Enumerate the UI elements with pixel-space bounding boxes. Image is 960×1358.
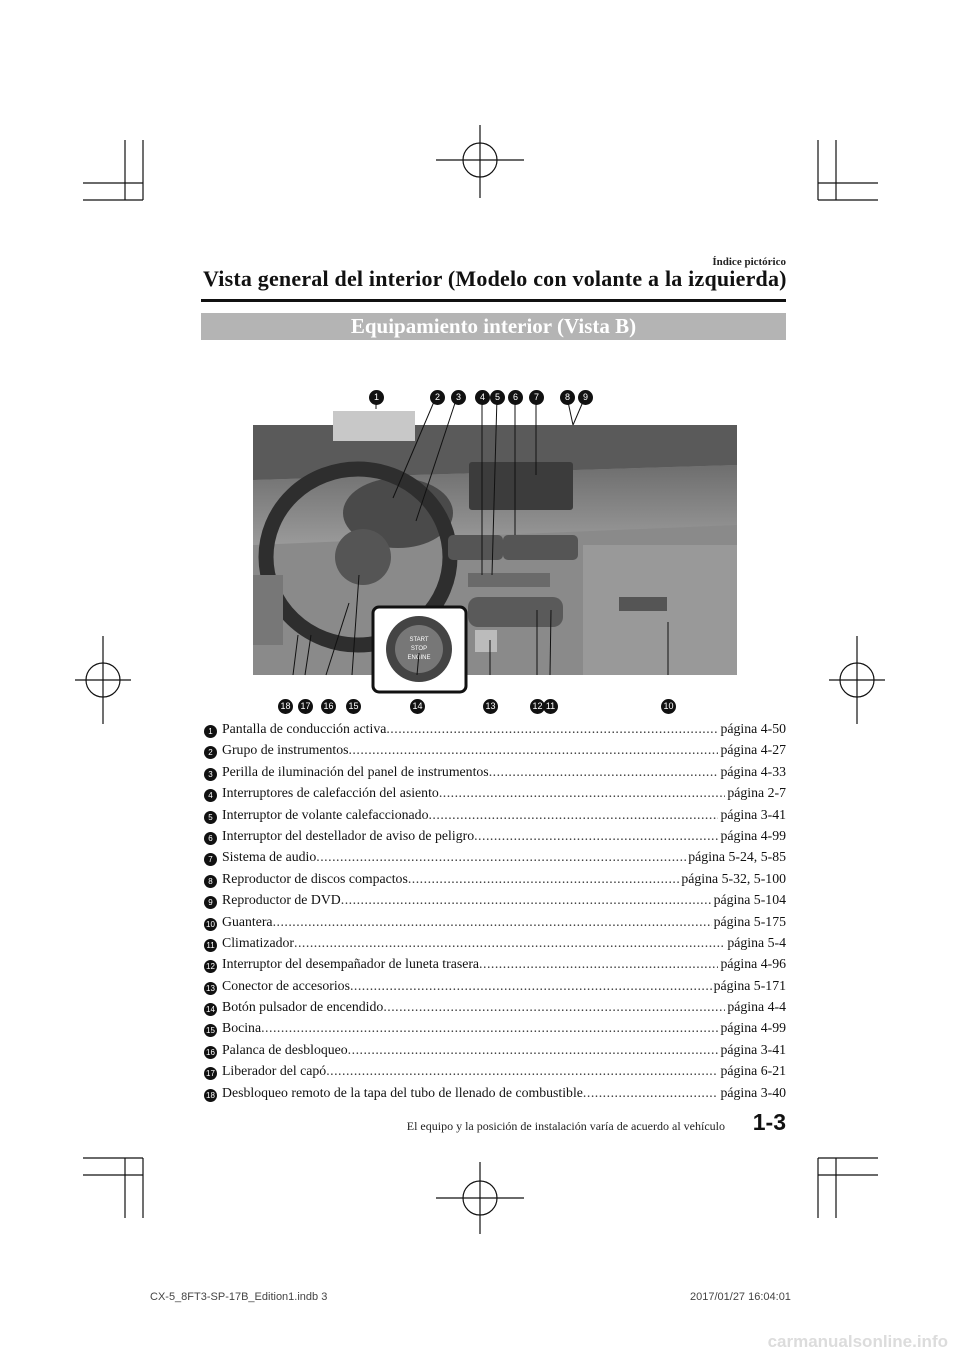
item-label: Interruptor de volante calefaccionado xyxy=(222,806,429,822)
item-number-badge: 14 xyxy=(204,1003,217,1016)
callout-17: 17 xyxy=(298,699,313,714)
dot-leader xyxy=(316,846,686,867)
item-number-badge: 5 xyxy=(204,811,217,824)
item-page-ref: página 4-27 xyxy=(720,742,786,758)
callout-1: 1 xyxy=(369,390,384,405)
dot-leader xyxy=(261,1017,718,1038)
left-vent-panel xyxy=(253,575,283,645)
list-item xyxy=(204,1082,786,1103)
section-label: Índice pictórico xyxy=(712,256,786,268)
item-page-ref: página 4-4 xyxy=(727,999,786,1015)
callout-6: 6 xyxy=(508,390,523,405)
item-page-ref: página 5-171 xyxy=(713,977,786,993)
left-vent xyxy=(448,535,503,560)
dot-leader xyxy=(383,996,725,1017)
callout-2: 2 xyxy=(430,390,445,405)
item-label: Liberador del capó xyxy=(222,1063,327,1079)
climate-controls xyxy=(468,597,563,627)
callout-18: 18 xyxy=(278,699,293,714)
item-number-badge: 7 xyxy=(204,853,217,866)
item-number-badge: 15 xyxy=(204,1024,217,1037)
item-page-ref: página 4-96 xyxy=(720,956,786,972)
callout-15: 15 xyxy=(346,699,361,714)
active-display-area xyxy=(333,411,415,441)
list-item xyxy=(204,1017,786,1038)
list-item xyxy=(204,996,786,1017)
dot-leader xyxy=(408,868,680,889)
dot-leader xyxy=(273,911,712,932)
item-list xyxy=(204,718,786,1103)
print-timestamp: 2017/01/27 16:04:01 xyxy=(690,1291,791,1303)
item-page-ref: página 4-99 xyxy=(720,1020,786,1036)
callout-9: 9 xyxy=(578,390,593,405)
dot-leader xyxy=(348,1039,719,1060)
button-text-stop: STOP xyxy=(410,646,428,652)
accessory-socket xyxy=(475,630,497,652)
list-item xyxy=(204,846,786,867)
item-label: Guantera xyxy=(222,913,273,929)
dot-leader xyxy=(479,953,718,974)
list-item xyxy=(204,889,786,910)
item-label: Interruptor del desempañador de luneta trasera xyxy=(222,956,480,972)
banner-title: Equipamiento interior (Vista B) xyxy=(350,314,637,338)
callout-16: 16 xyxy=(321,699,336,714)
callout-11: 11 xyxy=(543,699,558,714)
item-page-ref: página 6-21 xyxy=(720,1063,786,1079)
list-item xyxy=(204,761,786,782)
list-item xyxy=(204,1039,786,1060)
wheel-hub xyxy=(335,529,391,585)
dot-leader xyxy=(474,825,718,846)
right-vent xyxy=(503,535,578,560)
item-page-ref: página 5-24, 5-85 xyxy=(688,849,786,865)
item-page-ref: página 5-32, 5-100 xyxy=(681,870,786,886)
item-label: Grupo de instrumentos xyxy=(222,742,349,758)
callout-14: 14 xyxy=(410,699,425,714)
center-screen xyxy=(469,462,573,510)
print-file-slug: CX-5_8FT3-SP-17B_Edition1.indb 3 xyxy=(150,1291,328,1303)
dot-leader xyxy=(583,1082,719,1103)
item-number-badge: 18 xyxy=(204,1089,217,1102)
dot-leader xyxy=(386,718,718,739)
list-item xyxy=(204,718,786,739)
interior-illustration xyxy=(253,385,737,715)
dot-leader xyxy=(294,932,725,953)
item-label: Botón pulsador de encendido xyxy=(222,999,384,1015)
list-item xyxy=(204,1060,786,1081)
audio-controls xyxy=(468,573,550,587)
item-label: Bocina xyxy=(222,1020,262,1036)
item-number-badge: 12 xyxy=(204,960,217,973)
callout-5: 5 xyxy=(490,390,505,405)
dot-leader xyxy=(348,739,718,760)
list-item xyxy=(204,975,786,996)
item-number-badge: 17 xyxy=(204,1067,217,1080)
list-item xyxy=(204,953,786,974)
item-label: Reproductor de discos compactos xyxy=(222,870,408,886)
dot-leader xyxy=(341,889,712,910)
item-number-badge: 8 xyxy=(204,875,217,888)
title-rule xyxy=(201,299,786,302)
callout-13: 13 xyxy=(483,699,498,714)
footer-note: El equipo y la posición de instalación varía de acuerdo al vehículo xyxy=(406,1119,725,1133)
item-page-ref: página 5-4 xyxy=(727,934,786,950)
watermark: carmanualsonline.info xyxy=(767,1332,948,1351)
item-number-badge: 11 xyxy=(204,939,217,952)
item-label: Pantalla de conducción activa xyxy=(222,721,387,736)
item-number-badge: 16 xyxy=(204,1046,217,1059)
dot-leader xyxy=(489,761,719,782)
item-label: Desbloqueo remoto de la tapa del tubo de llenado de combustible xyxy=(222,1084,583,1100)
item-number-badge: 9 xyxy=(204,896,217,909)
list-item xyxy=(204,804,786,825)
callout-12: 12 xyxy=(530,699,545,714)
item-page-ref: página 4-99 xyxy=(720,827,786,843)
item-label: Climatizador xyxy=(222,934,295,950)
list-item xyxy=(204,825,786,846)
item-number-badge: 2 xyxy=(204,746,217,759)
page-number: 1-3 xyxy=(752,1109,786,1135)
dot-leader xyxy=(428,804,718,825)
callout-3: 3 xyxy=(451,390,466,405)
list-item xyxy=(204,911,786,932)
item-page-ref: página 3-41 xyxy=(720,1041,786,1057)
item-label: Palanca de desbloqueo xyxy=(222,1041,348,1057)
item-number-badge: 3 xyxy=(204,768,217,781)
item-label: Perilla de iluminación del panel de instrumentos xyxy=(222,763,489,779)
list-item xyxy=(204,932,786,953)
list-item xyxy=(204,739,786,760)
callout-4: 4 xyxy=(475,390,490,405)
item-number-badge: 10 xyxy=(204,918,217,931)
button-text-engine: ENGINE xyxy=(407,655,431,661)
item-page-ref: página 4-50 xyxy=(720,721,786,736)
item-label: Reproductor de DVD xyxy=(222,892,341,908)
item-label: Sistema de audio xyxy=(222,849,317,865)
dot-leader xyxy=(326,1060,718,1081)
callout-10: 10 xyxy=(661,699,676,714)
page-title: Vista general del interior (Modelo con volante a la izquierda) xyxy=(203,266,787,291)
item-label: Interruptores de calefacción del asiento xyxy=(222,785,439,801)
glove-box-handle xyxy=(619,597,667,611)
item-label: Conector de accesorios xyxy=(222,977,350,993)
item-number-badge: 4 xyxy=(204,789,217,802)
item-label: Interruptor del destellador de aviso de peligro xyxy=(222,827,475,843)
list-item xyxy=(204,868,786,889)
item-page-ref: página 3-41 xyxy=(720,806,786,822)
item-number-badge: 1 xyxy=(204,725,217,738)
item-page-ref: página 5-175 xyxy=(713,913,786,929)
item-page-ref: página 5-104 xyxy=(713,892,786,908)
dot-leader xyxy=(350,975,712,996)
item-page-ref: página 3-40 xyxy=(720,1084,786,1100)
callout-7: 7 xyxy=(529,390,544,405)
list-item xyxy=(204,782,786,803)
callout-8: 8 xyxy=(560,390,575,405)
dot-leader xyxy=(439,782,726,803)
button-text-start: START xyxy=(409,637,429,643)
item-number-badge: 13 xyxy=(204,982,217,995)
item-page-ref: página 2-7 xyxy=(727,785,786,801)
item-number-badge: 6 xyxy=(204,832,217,845)
item-page-ref: página 4-33 xyxy=(720,763,786,779)
